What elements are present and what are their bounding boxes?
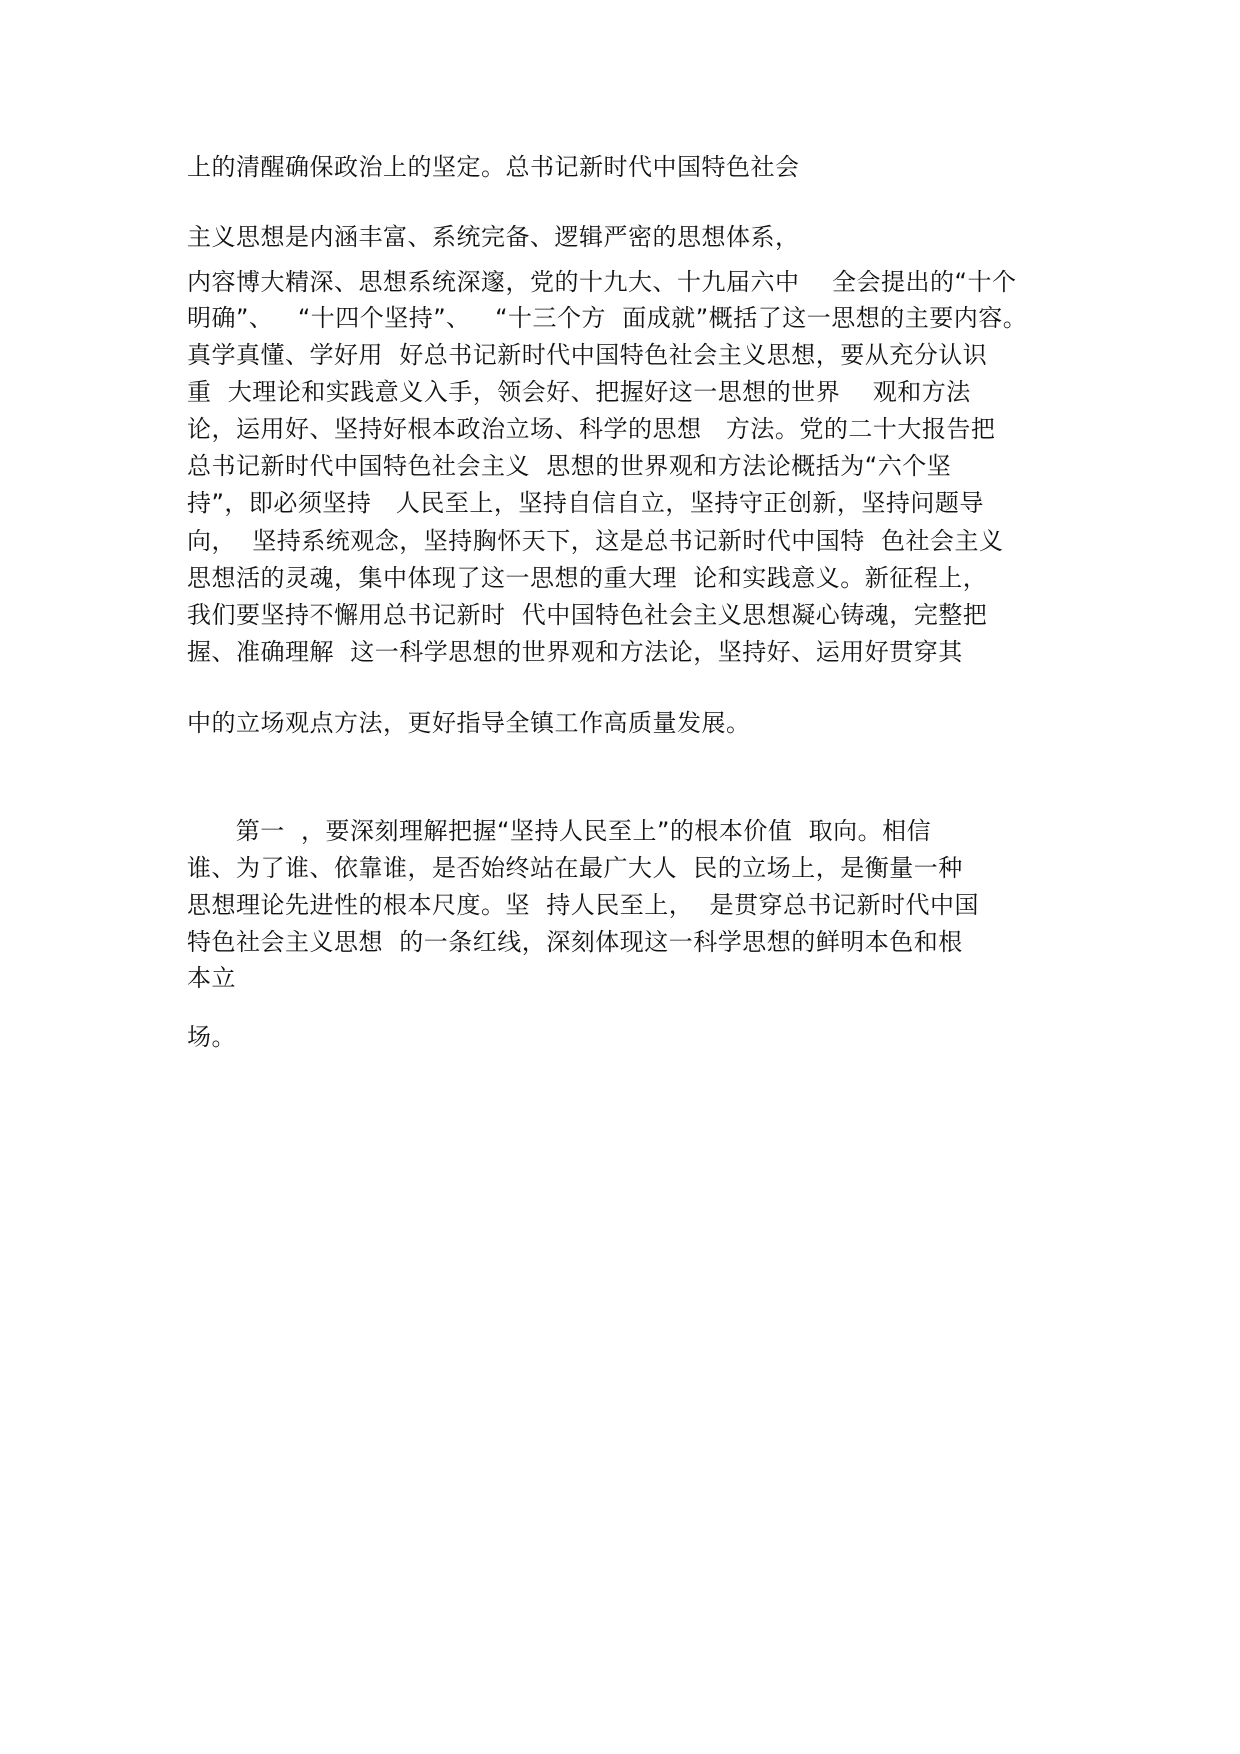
text-line: 握、准确理解 这一科学思想的世界观和方法论，坚持好、运用好贯穿其	[187, 638, 963, 666]
text-line: 谁、为了谁、依靠谁，是否始终站在最广大人 民的立场上，是衡量一种	[187, 854, 963, 882]
text-line: 向， 坚持系统观念，坚持胸怀天下，这是总书记新时代中国特 色社会主义	[187, 527, 1004, 555]
text-line: 上的清醒确保政治上的坚定。总书记新时代中国特色社会	[187, 153, 800, 181]
text-line: 论，运用好、坚持好根本政治立场、科学的思想 方法。党的二十大报告把	[187, 415, 996, 443]
text-line: 内容博大精深、思想系统深邃，党的十九大、十九届六中 全会提出的“十个	[187, 268, 1017, 296]
text-line: 思想活的灵魂，集中体现了这一思想的重大理 论和实践意义。新征程上，	[187, 564, 988, 592]
text-line: 重 大理论和实践意义入手，领会好、把握好这一思想的世界 观和方法	[187, 378, 971, 406]
text-line: 本立	[187, 964, 236, 992]
text-line: 场。	[187, 1023, 236, 1051]
text-line: 特色社会主义思想 的一条红线，深刻体现这一科学思想的鲜明本色和根	[187, 928, 963, 956]
text-line: 持”，即必须坚持 人民至上，坚持自信自立，坚持守正创新，坚持问题导	[187, 489, 984, 517]
text-line: 我们要坚持不懈用总书记新时 代中国特色社会主义思想凝心铸魂，完整把	[187, 601, 988, 629]
text-line: 思想理论先进性的根本尺度。坚 持人民至上， 是贯穿总书记新时代中国	[187, 891, 980, 919]
text-line: 主义思想是内涵丰富、系统完备、逻辑严密的思想体系，	[187, 223, 800, 251]
text-line: 总书记新时代中国特色社会主义 思想的世界观和方法论概括为“六个坚	[187, 452, 952, 480]
text-line: 真学真懂、学好用 好总书记新时代中国特色社会主义思想，要从充分认识	[187, 341, 988, 369]
text-line: 第一 ，要深刻理解把握“坚持人民至上”的根本价值 取向。相信	[187, 817, 932, 845]
text-line: 中的立场观点方法，更好指导全镇工作高质量发展。	[187, 709, 751, 737]
text-line: 明确”、 “十四个坚持”、 “十三个方 面成就”概括了这一思想的主要内容。	[187, 304, 1028, 332]
